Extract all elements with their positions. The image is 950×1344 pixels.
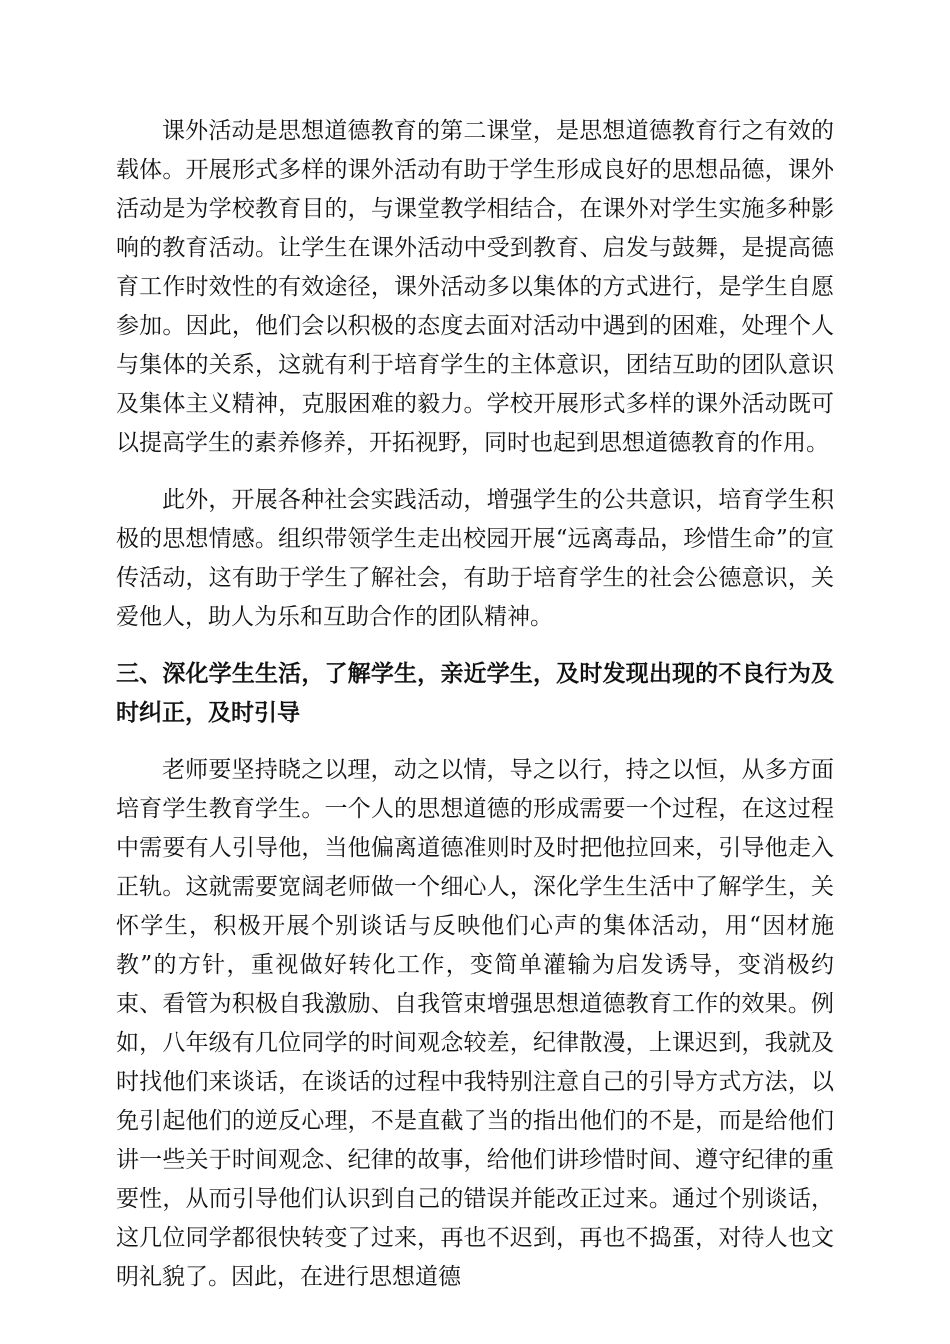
section-heading-three: 三、深化学生生活，了解学生，亲近学生，及时发现出现的不良行为及时纠正，及时引导 <box>116 661 834 726</box>
paragraph-social-practice: 此外，开展各种社会实践活动，增强学生的公共意识，培育学生积极的思想情感。组织带领学生走出校园开展“远离毒品，珍惜生命”的宣传活动，这有助于学生了解社会，有助于培育学生的社会公德意识，关爱他人，助人为乐和互助合作的团队精神。 <box>116 487 834 630</box>
document-body <box>116 112 834 1297</box>
paragraph-teacher-guidance: 老师要坚持晓之以理，动之以情，导之以行，持之以恒，从多方面培育学生教育学生。一个人的思想道德的形成需要一个过程，在这过程中需要有人引导他，当他偏离道德准则时及时把他拉回来，引导他走入正轨。这就需要宽阔老师做一个细心人，深化学生生活中了解学生，关怀学生，积极开展个别谈话与反映他们心声的集体活动，用“因材施教”的方针，重视做好转化工作，变简单灌输为启发诱导，变消极约束、看管为积极自我激励、自我管束增强思想道德教育工作的效果。例如，八年级有几位同学的时间观念较差，纪律散漫，上课迟到，我就及时找他们来谈话，在谈话的过程中我特别注意自己的引导方式方法，以免引起他们的逆反心理，不是直截了当的指出他们的不是，而是给他们讲一些关于时间观念、纪律的故事，给他们讲珍惜时间、遵守纪律的重要性，从而引导他们认识到自己的错误并能改正过来。通过个别谈话，这几位同学都很快转变了过来，再也不迟到，再也不捣蛋，对待人也文明礼貌了。因此，在进行思想道德 <box>116 757 834 1290</box>
paragraph-extracurricular-activities: 课外活动是思想道德教育的第二课堂，是思想道德教育行之有效的载体。开展形式多样的课外活动有助于学生形成良好的思想品德，课外活动是为学校教育目的，与课堂教学相结合，在课外对学生实施多种影响的教育活动。让学生在课外活动中受到教育、启发与鼓舞，是提高德育工作时效性的有效途径，课外活动多以集体的方式进行，是学生自愿参加。因此，他们会以积极的态度去面对活动中遇到的困难，处理个人与集体的关系，这就有利于培育学生的主体意识，团结互助的团队意识及集体主义精神，克服困难的毅力。学校开展形式多样的课外活动既可以提高学生的素养修养，开拓视野，同时也起到思想道德教育的作用。 <box>116 118 834 456</box>
